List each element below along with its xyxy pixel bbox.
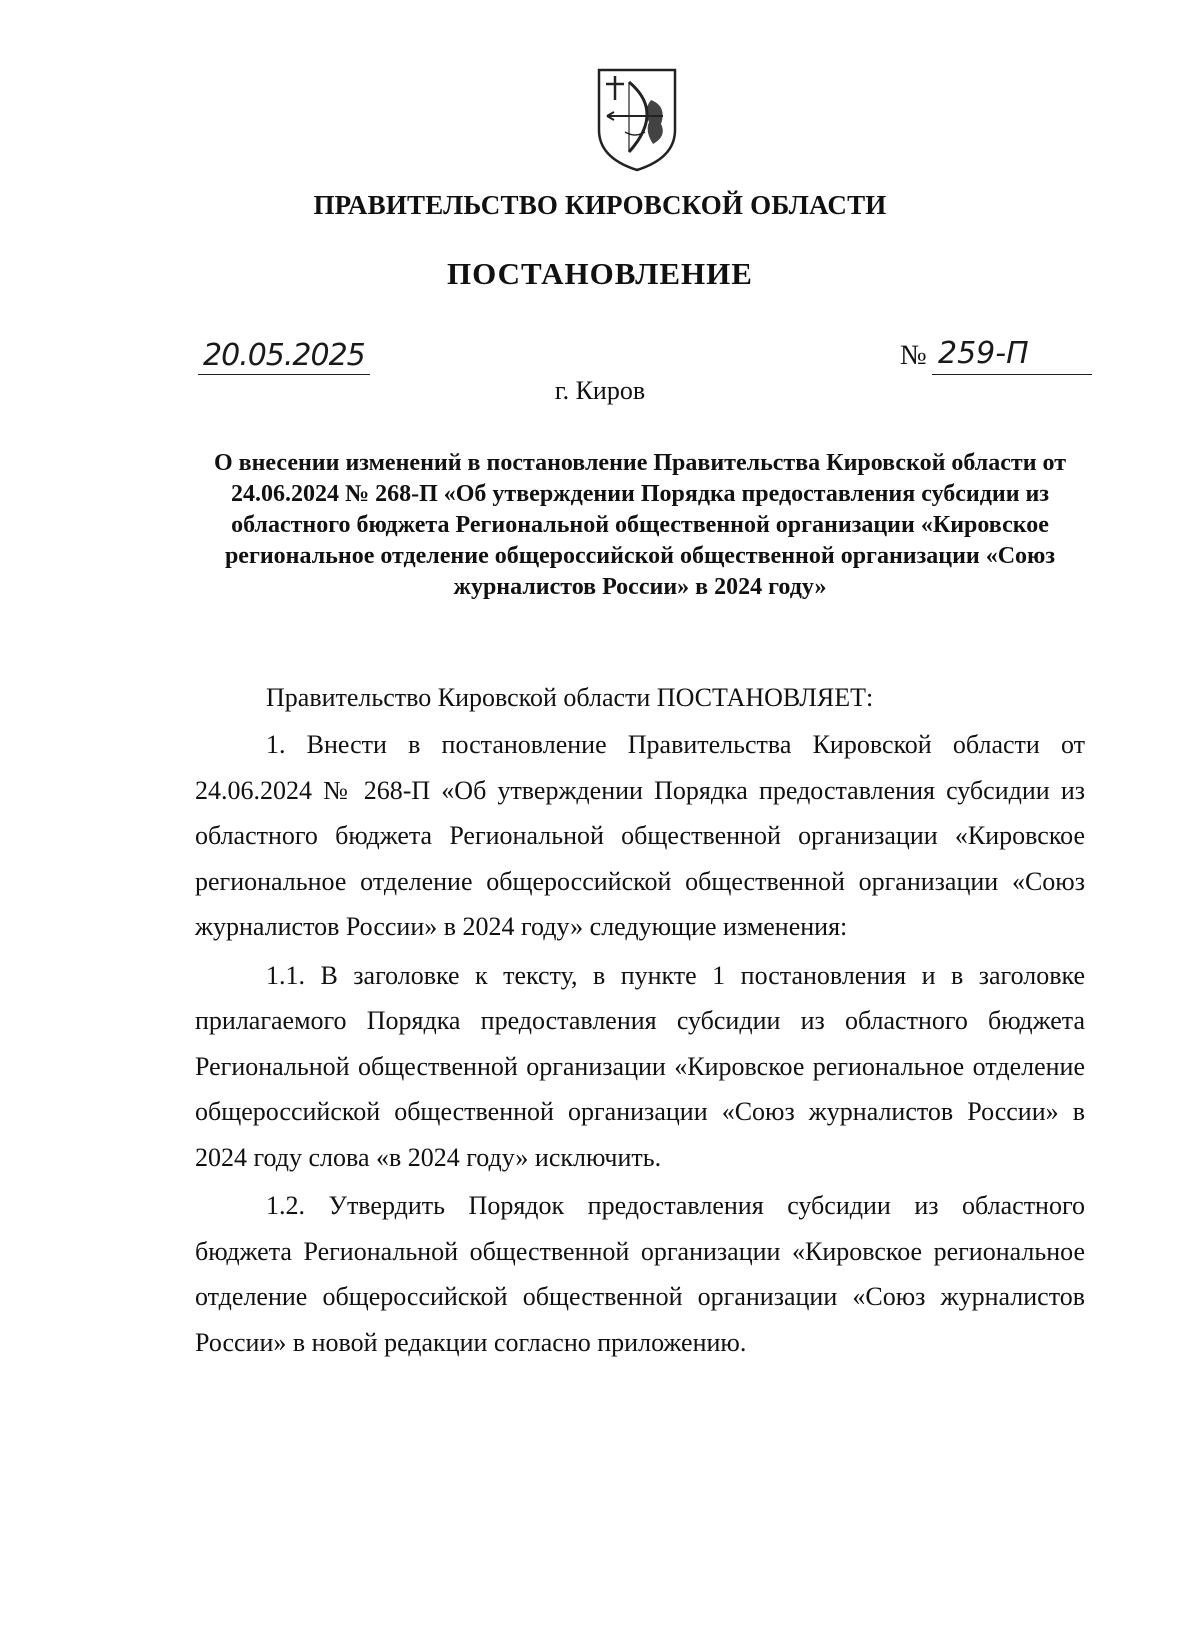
kirov-oblast-coat-of-arms-icon <box>595 66 679 172</box>
organization-name: ПРАВИТЕЛЬСТВО КИРОВСКОЙ ОБЛАСТИ <box>313 190 887 220</box>
date-underline <box>198 374 370 375</box>
document-number: 259-П <box>938 336 1029 371</box>
preamble: Правительство Кировской области ПОСТАНОВЛЯЕТ: <box>266 683 874 712</box>
paragraph-1: 1. Внести в постановление Правительства Кировской области от 24.06.2024 № 268-П «Об утверждении Порядка предоставления субсидии из областного бюджета Региональной общественной организации «Кировское региональное отделение общероссийской общественной организации «Союз журналистов России» в 2024 году» следующие изменения: <box>195 730 1085 941</box>
number-underline <box>932 374 1092 375</box>
paragraph-1-1: 1.1. В заголовке к тексту, в пункте 1 постановления и в заголовке прилагаемого Порядка предоставления субсидии из областного бюджета Региональной общественной организации «Кировское региональное отделение общероссийской общественной организации «Союз журналистов России» в 2024 году слова «в 2024 году» исключить. <box>195 960 1085 1172</box>
document-body <box>195 722 1085 1368</box>
paragraph-1-2: 1.2. Утвердить Порядок предоставления субсидии из областного бюджета Региональной общественной организации «Кировское региональное отделение общероссийской общественной организации «Союз журналистов России» в новой редакции согласно приложению. <box>195 1191 1085 1357</box>
city: г. Киров <box>554 376 646 405</box>
document-date: 20.05.2025 <box>203 338 365 373</box>
document-title: О внесении изменений в постановление Правительства Кировской области от 24.06.2024 № 268-П «Об утверждении Порядка предоставления субсидии из областного бюджета Региональной общественной организации «Кировское региональное отделение общероссийской общественной организации «Союз журналистов России» в 2024 году» <box>213 450 1067 600</box>
document-type: ПОСТАНОВЛЕНИЕ <box>447 256 753 291</box>
number-sign: № <box>900 340 927 371</box>
